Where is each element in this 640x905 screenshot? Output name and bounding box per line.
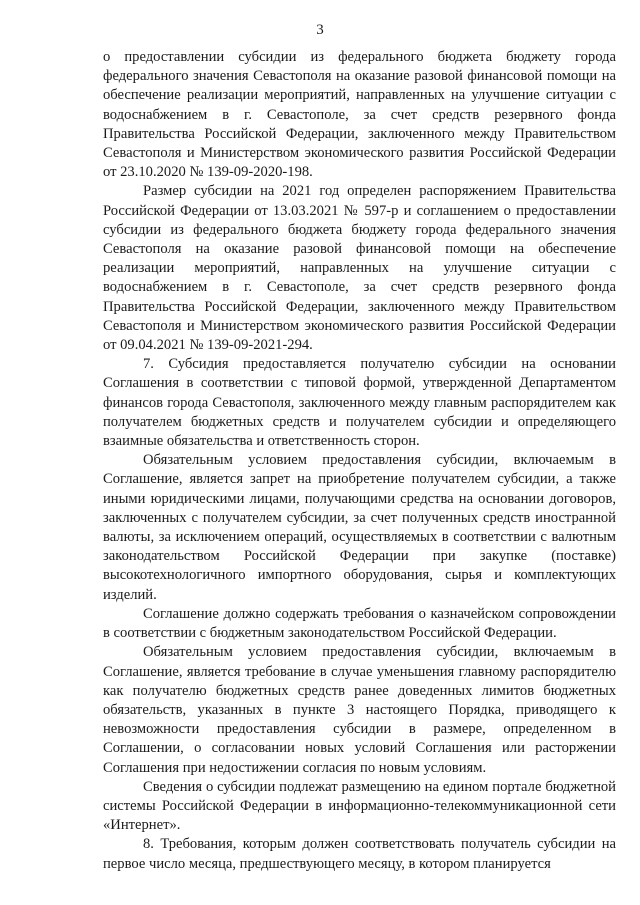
paragraph-limits-reduction: Обязательным условием предоставления субсидии, включаемым в Соглашение, является требование в случае уменьшения главному распорядителю как получателю бюджетных средств ранее доведенных лимитов бюджетных обязательств, указанных в пункте 3 настоящего Порядка, приводящего к невозможности предоставления субсидии в размере, определенном в Соглашении, о согласовании новых условий Соглашения или расторжении Соглашения при недостижении согласия по новым условиям. bbox=[103, 644, 616, 776]
paragraph-currency-ban: Обязательным условием предоставления субсидии, включаемым в Соглашение, является запрет на приобретение получателем субсидии, а также иными юридическими лицами, получающими средства на основании договоров, заключенных с получателем субсидии, за счет полученных средств иностранной валюты, за исключением операций, осуществляемых в соответствии с валютным законодательством Российской Федерации при закупке (поставке) высокотехнологичного импортного оборудования, сырья и комплектующих изделий. bbox=[103, 452, 616, 603]
paragraph-item-7: 7. Субсидия предоставляется получателю субсидии на основании Соглашения в соответствии с типовой формой, утвержденной Департаментом финансов города Севастополя, заключенного между главным распорядителем как получателем бюджетных средств и получателем субсидии и определяющего взаимные обязательства и ответственность сторон. bbox=[103, 356, 616, 450]
paragraph-subsidy-size-2021: Размер субсидии на 2021 год определен распоряжением Правительства Российской Федерации от 13.03.2021 № 597-р и соглашением о предоставлении субсидии из федерального бюджета бюджету города федерального значения Севастополя на оказание разовой финансовой помощи на обеспечение реализации мероприятий, направленных на улучшение ситуации с водоснабжением в г. Севастополе, за счет средств резервного фонда Правительства Российской Федерации, заключенного между Правительством Севастополя и Министерством экономического развития Российской Федерации от 09.04.2021 № 139-09-2021-294. bbox=[103, 183, 616, 354]
document-body bbox=[103, 48, 616, 874]
paragraph-portal-publication: Сведения о субсидии подлежат размещению на едином портале бюджетной системы Российской Федерации в информационно-телекоммуникационной сети «Интернет». bbox=[103, 778, 616, 834]
page-number: 3 bbox=[316, 22, 324, 38]
paragraph-item-8: 8. Требования, которым должен соответствовать получатель субсидии на первое число месяца, предшествующего месяцу, в котором планируется bbox=[103, 836, 616, 872]
paragraph-subsidy-agreement-2020: о предоставлении субсидии из федерального бюджета бюджету города федерального значения Севастополя на оказание разовой финансовой помощи на обеспечение реализации мероприятий, направленных на улучшение ситуации с водоснабжением в г. Севастополе, за счет средств резервного фонда Правительства Российской Федерации, заключенного между Правительством Севастополя и Министерством экономического развития Российской Федерации от 23.10.2020 № 139-09-2020-198. bbox=[103, 49, 616, 181]
paragraph-treasury-support: Соглашение должно содержать требования о казначейском сопровождении в соответствии с бюджетным законодательством Российской Федерации. bbox=[103, 605, 616, 642]
